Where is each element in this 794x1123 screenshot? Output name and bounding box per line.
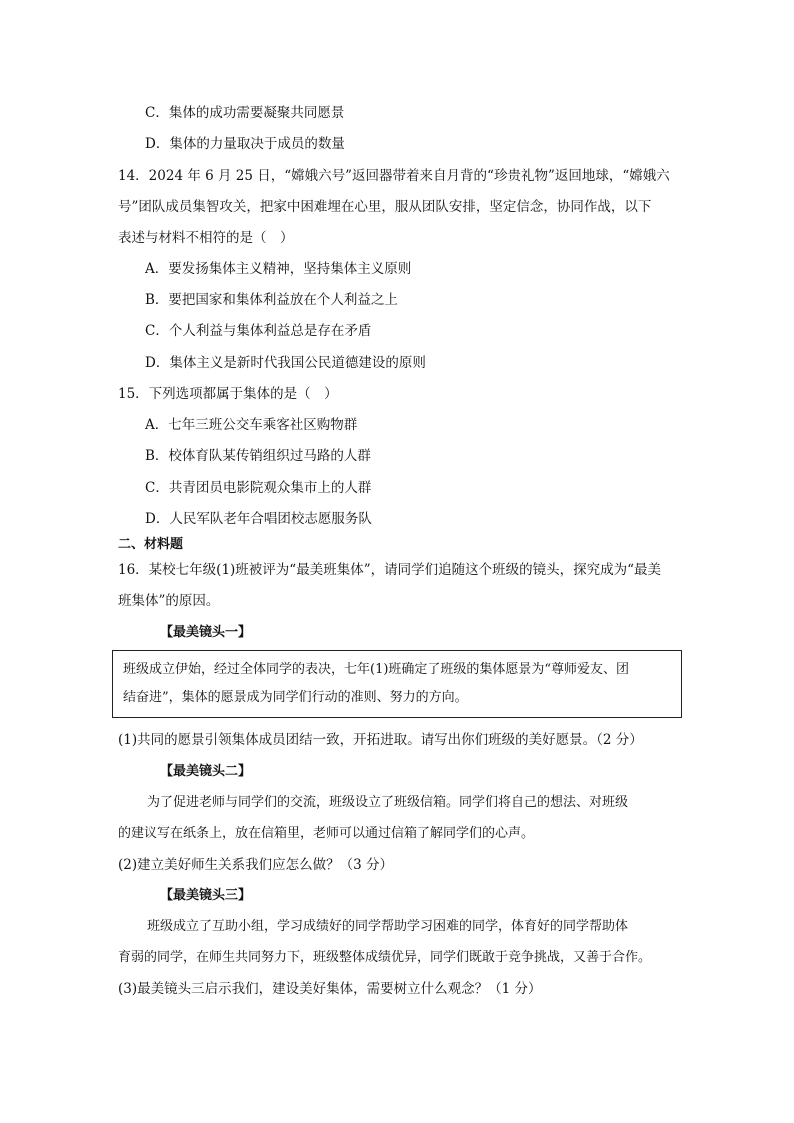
section-heading: 二、材料题 <box>118 537 184 552</box>
q14-option-c: C．个人利益与集体利益总是存在矛盾 <box>145 323 372 339</box>
q14-option-b: B．要把国家和集体利益放在个人利益之上 <box>145 292 398 308</box>
option-letter: C． <box>145 105 169 121</box>
q16-sub-3: (3)最美镜头三启示我们，建设美好集体，需要树立什么观念？（1 分） <box>118 981 542 997</box>
q16-stem-line-2: 班集体”的原因。 <box>118 593 220 609</box>
shot-2-line-2: 的建议写在纸条上，放在信箱里，老师可以通过信箱了解同学们的心声。 <box>118 826 535 841</box>
option-d-q13 <box>145 134 345 154</box>
q15-stem: 15．下列选项都属于集体的是（ ） <box>118 386 338 402</box>
shot-3-line-2: 育弱的同学，在师生共同努力下，班级整体成绩优异，同学们既敢于竞争挑战，又善于合作。 <box>118 950 652 965</box>
shot-2-line-1: 为了促进老师与同学们的交流，班级设立了班级信箱。同学们将自己的想法、对班级 <box>147 795 629 810</box>
shot-1-title: 【最美镜头一】 <box>160 625 252 640</box>
shot-2-title: 【最美镜头二】 <box>160 764 252 779</box>
q14-option-a: A．要发扬集体主义精神，坚持集体主义原则 <box>145 261 412 277</box>
shot-3-line-1: 班级成立了互助小组，学习成绩好的同学帮助学习困难的同学，体育好的同学帮助体 <box>147 919 629 934</box>
q14-stem-line-2: 号”团队成员集智攻关，把家中困难埋在心里，服从团队安排，坚定信念，协同作战，以下 <box>118 199 652 215</box>
q14-stem-line-3: 表述与材料不相符的是（ ） <box>118 230 294 246</box>
option-text: 集体的力量取决于成员的数量 <box>169 136 345 152</box>
q14-option-d: D．集体主义是新时代我国公民道德建设的原则 <box>145 355 426 371</box>
shot-1-line-1: 班级成立伊始，经过全体同学的表决，七年(1)班确定了班级的集体愿景为“尊师爱友、团 <box>123 662 630 677</box>
option-letter: D． <box>145 136 170 152</box>
q15-option-c: C．共青团员电影院观众集市上的人群 <box>145 480 372 496</box>
q16-stem-line-1: 16．某校七年级(1)班被评为“最美班集体”，请同学们追随这个班级的镜头，探究成为“最美 <box>118 562 662 578</box>
shot-1-line-2: 结奋进”，集体的愿景成为同学们行动的准则、努力的方向。 <box>123 690 468 705</box>
q15-option-d: D．人民军队老年合唱团校志愿服务队 <box>145 511 372 527</box>
shot-3-title: 【最美镜头三】 <box>160 888 252 903</box>
shot-1-material-box <box>112 650 682 718</box>
q15-option-b: B．校体育队某传销组织过马路的人群 <box>145 448 371 464</box>
q14-stem-line-1: 14．2024 年 6 月 25 日，“嫦娥六号”返回器带着来自月背的“珍贵礼物”返回地球，“嫦娥六 <box>118 168 670 184</box>
option-text: 集体的成功需要凝聚共同愿景 <box>168 105 345 121</box>
q16-sub-2: (2)建立美好师生关系我们应怎么做？（3 分） <box>118 857 394 873</box>
q15-option-a: A．七年三班公交车乘客社区购物群 <box>145 417 358 433</box>
q16-sub-1: (1)共同的愿景引领集体成员团结一致，开拓进取。请写出你们班级的美好愿景。（2 分） <box>118 732 643 748</box>
option-c-q13 <box>145 103 344 123</box>
